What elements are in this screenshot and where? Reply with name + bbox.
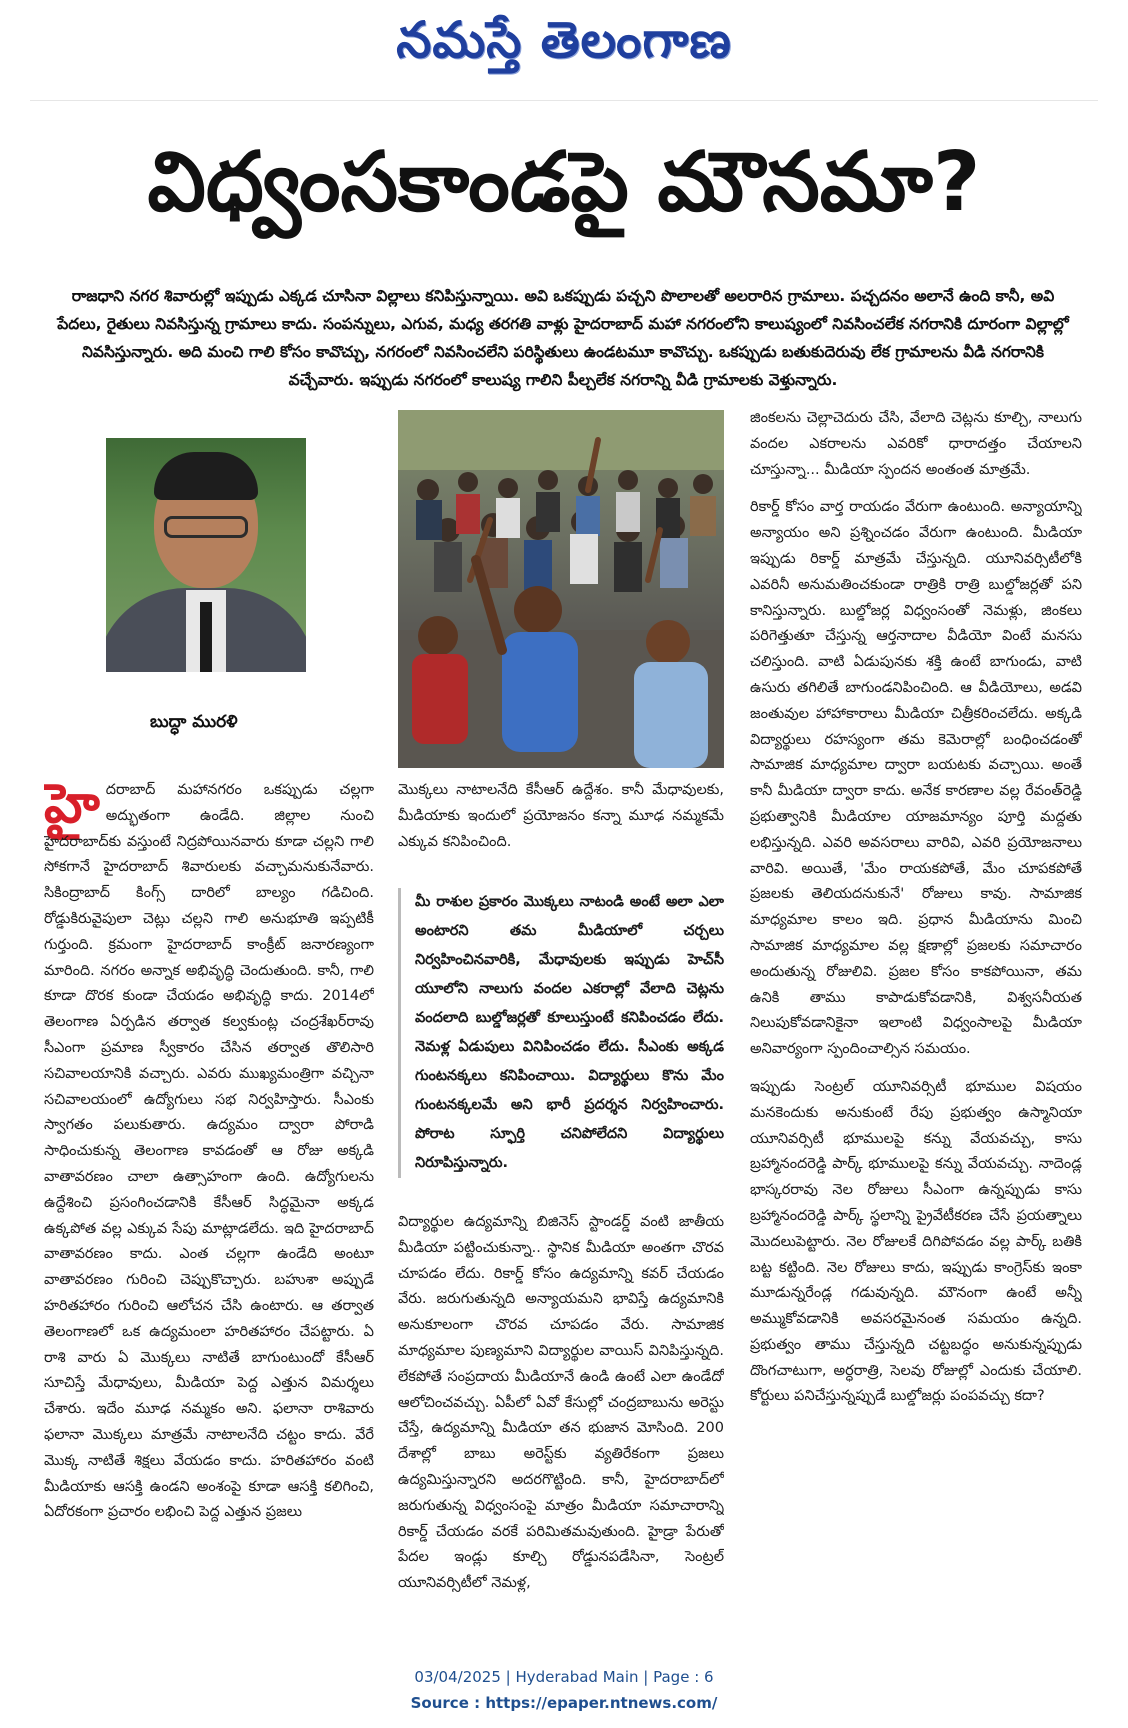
protest-photo [398,410,724,768]
pull-quote: మీ రాశుల ప్రకారం మొక్కలు నాటండి అంటే అలా ఎలా అంటారని తమ మీడియాలో చర్చలు నిర్వహించినవారికి, మేధావులకు ఇప్పుడు హెచ్‌సీ యూలోని నాలుగు వందల ఎకరాల్లో వేలాది చెట్లను వందలాది బుల్డోజర్లతో కూలుస్తుంటే కనిపించడం లేదు. నెమళ్ల ఏడుపులు వినిపించడం లేదు. సీఎంకు అక్కడ గుంటనక్కలు కనిపించాయి. విద్యార్థులు కొను మేం గుంటనక్కలమే అని భారీ ప్రదర్శన నిర్వహించారు. పోరాట స్ఫూర్తి చనిపోలేదని విద్యార్థులు నిరూపిస్తున్నారు. [398,888,724,1178]
masthead-divider [30,100,1098,101]
article-column-right [750,406,1082,1648]
article-text: దరాబాద్ మహానగరం ఒకప్పుడు చల్లగా అద్భుతంగా ఉండేది. జిల్లాల నుంచి హైదరాబాద్‌కు వస్తుంటే నిద్రపోయినవారు కూడా చల్లని గాలి సోకగానే హైదరాబాద్ శివారులకు వచ్చామనుకునేవారు. సికింద్రాబాద్ కింగ్స్ దారిలో బాల్యం గడిచింది. రోడ్డుకిరువైపులా చెట్లు చల్లని గాలి అనుభూతి ఇప్పటికీ గుర్తుంది. క్రమంగా హైదరాబాద్ కాంక్రీట్ జనారణ్యంగా మారింది. నగరం అన్నాక అభివృద్ధి చెందుతుంది. కానీ, గాలి కూడా దొరక కుండా చేయడం అభివృద్ధి కాదు. 2014లో తెలంగాణ ఏర్పడిన తర్వాత కల్వకుంట్ల చంద్రశేఖర్‌రావు సీఎంగా ప్రమాణ స్వీకారం చేసిన తర్వాత తొలిసారి సచివాలయానికి వచ్చారు. ఎవరు ముఖ్యమంత్రిగా వచ్చినా సచివాలయంలో ఉద్యోగులు సభ నిర్వహిస్తారు. సీఎంకు స్వాగతం పలుకుతారు. ఉద్యమం ద్వారా పోరాడి సాధించుకున్న తెలంగాణ కావడంతో ఆ రోజు అక్కడి వాతావరణం చాలా ఉత్సాహంగా ఉంది. ఉద్యోగులను ఉద్దేశించి ప్రసంగించడానికి కేసీఆర్ సిద్ధమైనా అక్కడ ఉక్కపోత వల్ల ఎక్కువ సేపు మాట్లాడలేదు. ఇది హైదరాబాద్ వాతావరణం కాదు. ఎంత చల్లగా ఉండేది అంటూ వాతావరణం గురించి చెప్పుకొచ్చారు. బహుశా అప్పుడే హరితహారం గురించి ఆలోచన చేసి ఉంటారు. ఆ తర్వాత తెలంగాణలో ఒక ఉద్యమంలా హరితహారం చేపట్టారు. ఏ రాశి వారు ఏ మొక్కలు నాటితే బాగుంటుందో కేసీఆర్ సూచిస్తే మేధావులు, మీడియా పెద్ద ఎత్తున విమర్శలు చేశారు. ఇదేం మూఢ నమ్మకం అని. ఫలానా రాశివారు ఫలానా మొక్కలు మాత్రమే నాటాలనేది చట్టం కాదు. వేరే మొక్క నాటితే శిక్షలు వేయడం కాదు. హరితహారం వంటి మీడియాకు ఆసక్తి ఉండని అంశంపై కూడా ఆసక్తి కలిగించి, ఏదోరకంగా ప్రచారం లభించి పెద్ద ఎత్తున ప్రజలు [44,782,374,1521]
article-paragraph: మొక్కలు నాటాలనేది కేసీఆర్ ఉద్దేశం. కానీ మేధావులకు, మీడియాకు ఇందులో ప్రయోజనం కన్నా మూఢ నమ్మకమే ఎక్కువ కనిపించింది. [398,782,724,850]
article-paragraph [44,778,374,1526]
article-paragraph: రికార్డ్ కోసం వార్త రాయడం వేరుగా ఉంటుంది. అన్యాయాన్ని అన్యాయం అని ప్రశ్నించడం వేరుగా ఉంటుంది. మీడియా ఇప్పుడు రికార్డ్ మాత్రమే చేస్తున్నది. యూనివర్సిటీలోకి ఎవరినీ అనుమతించకుండా రాత్రికి రాత్రి బుల్డోజర్లతో పని కానిస్తున్నారు. బుల్డోజర్ల విధ్వంసంతో నెమళ్లు, జింకలు పరిగెత్తుతూ చేస్తున్న ఆర్తనాదాల వీడియో వింటే మనసు చలిస్తుంది. వాటి ఏడుపునకు శక్తి ఉంటే బాగుండు, వాటి ఉసురు తగిలితే బాగుండనిపించింది. ఆ వీడియోలు, అడవి జంతువుల హాహాకారాలు మీడియా చిత్రీకరించలేదు. అక్కడి విద్యార్థులు రహస్యంగా తమ కెమెరాల్లో బంధించడంతో సామాజిక మాధ్యమాల ద్వారా బయటకు వచ్చాయి. అంతే కానీ మీడియా ద్వారా కాదు. అనేక కారణాల వల్ల రేవంత్‌రెడ్డి ప్రభుత్వానికి మీడియాల యాజమాన్యం పూర్తి మద్దతు లభిస్తున్నది. ఎవరి అవసరాలు వారివి, ఎవరి ప్రయోజనాలు వారివి. అయితే, 'మేం రాయకపోతే, మేం చూపకపోతే ప్రజలకు తెలియదనుకునే' రోజులు కావు. సామాజిక మాధ్యమాల కాలం ఇది. ప్రధాన మీడియాను మించి సామాజిక మాధ్యమాల వల్ల క్షణాల్లో ప్రజలకు సమాచారం అందుతున్న రోజులివి. ప్రజల కోసం కాకపోయినా, తమ ఉనికి తాము కాపాడుకోవడానికి, విశ్వసనీయత నిలుపుకోవడానికైనా ఇలాంటి విధ్వంసాలపై మీడియా అనివార్యంగా స్పందించాల్సిన సమయం. [750,499,1082,1058]
article-paragraph: విద్యార్థుల ఉద్యమాన్ని బిజినెస్ స్టాండర్డ్ వంటి జాతీయ మీడియా పట్టించుకున్నా.. స్థానిక మీడియా అంతగా చొరవ చూపడం లేదు. రికార్డ్ కోసం ఉద్యమాన్ని కవర్ చేయడం వేరు. జరుగుతున్నది అన్యాయమని భావిస్తే ఉద్యమానికి అనుకూలంగా చొరవ చూపడం వేరు. సామాజిక మాధ్యమాల పుణ్యమాని విద్యార్థుల వాయిస్ వినిపిస్తున్నది. లేకపోతే సంప్రదాయ మీడియానే ఉండి ఉంటే ఎలా ఉండేదో ఆలోచించవచ్చు. ఏపీలో ఏవో కేసుల్లో చంద్రబాబును అరెస్టు చేస్తే, ఉద్యమాన్ని మీడియా తన భుజాన మోసింది. 200 దేశాల్లో బాబు అరెస్ట్‌కు వ్యతిరేకంగా ప్రజలు ఉద్యమిస్తున్నారని అదరగొట్టింది. కానీ, హైదరాబాద్‌లో జరుగుతున్న విధ్వంసంపై మాత్రం మీడియా సమాచారాన్ని రికార్డ్ చేయడం వరకే పరిమితమవుతుంది. హైడ్రా పేరుతో పేదల ఇండ్లు కూల్చి రోడ్డునపడేసినా, సెంట్రల్ యూనివర్సిటీలో నెమళ్ల, [398,1214,724,1592]
masthead-logo[interactable]: నమస్తే తెలంగాణ [396,10,732,69]
article-intro: రాజధాని నగర శివారుల్లో ఇప్పుడు ఎక్కడ చూసినా విల్లాలు కనిపిస్తున్నాయి. అవి ఒకప్పుడు పచ్చని పొలాలతో అలరారిన గ్రామాలు. పచ్చదనం అలానే ఉంది కానీ, అవి పేదలు, రైతులు నివసిస్తున్న గ్రామాలు కాదు. సంపన్నులు, ఎగువ, మధ్య తరగతి వాళ్లు హైదరాబాద్ మహా నగరంలోని కాలుష్యంలో నివసించలేక నగరానికి దూరంగా విల్లాల్లో నివసిస్తున్నారు. అది మంచి గాలి కోసం కావొచ్చు, నగరంలో నివసించలేని పరిస్థితులు ఉండటమూ కావొచ్చు. ఒకప్పుడు బతుకుదెరువు లేక గ్రామాలను వీడి నగరానికి వచ్చేవారు. ఇప్పుడు నగరంలో కాలుష్య గాలిని పీల్చలేక నగరాన్ని వీడి గ్రామాలకు వెళ్తున్నారు. [57,287,1069,389]
article-headline: విధ్వంసకాండపై మౌనమా? [147,134,981,230]
article-paragraph: ఇప్పుడు సెంట్రల్ యూనివర్సిటీ భూముల విషయం మనకెందుకు అనుకుంటే రేపు ప్రభుత్వం ఉస్మానియా యూనివర్సిటీ భూములపై కన్ను వేయవచ్చు, కాసు బ్రహ్మానందరెడ్డి పార్క్ భూములపై కన్ను వేయవచ్చు. నాదెండ్ల భాస్కరరావు నెల రోజులు సీఎంగా ఉన్నప్పుడు కాసు బ్రహ్మానందరెడ్డి పార్క్ స్థలాన్ని ప్రైవేటీకరణ చేసే ప్రయత్నాలు మొదలుపెట్టారు. నెల రోజులకే దిగిపోవడం వల్ల పార్క్ బతికి బట్ట కట్టింది. నెల రోజులు కాదు, ఇప్పుడు కాంగ్రెస్‌కు ఇంకా మూడున్నరేండ్ల గడువున్నది. మౌనంగా ఉంటే అన్నీ అమ్ముకోవడానికి అవసరమైనంత సమయం ఉన్నది. ప్రభుత్వం తాము చేస్తున్నది చట్టబద్ధం అనుకున్నప్పుడు దొంగచాటుగా, అర్ధరాత్రి, సెలవు రోజుల్లో ఎందుకు చేయాలి. కోర్టులు పనిచేస్తున్నప్పుడే బుల్డోజర్లు పంపవచ్చు కదా? [750,1078,1082,1405]
author-photo [106,438,306,672]
masthead [0,0,1128,92]
dropcap: హై [44,778,100,835]
article-column-middle [398,778,724,1648]
author-name: బుద్ధా మురళి [150,712,238,732]
protest-crowd-illustration [398,410,724,768]
footer-source-link[interactable]: Source : https://epaper.ntnews.com/ [410,1694,718,1712]
article-column-left [44,778,374,1648]
footer-edition-info: 03/04/2025 | Hyderabad Main | Page : 6 [414,1668,714,1686]
article-paragraph: జింకలను చెల్లాచెదురు చేసి, వేలాది చెట్లను కూల్చి, నాలుగు వందల ఎకరాలను ఎవరికో ధారాదత్తం చేయాలని చూస్తున్నా... మీడియా స్పందన అంతంత మాత్రమే. [750,410,1082,478]
